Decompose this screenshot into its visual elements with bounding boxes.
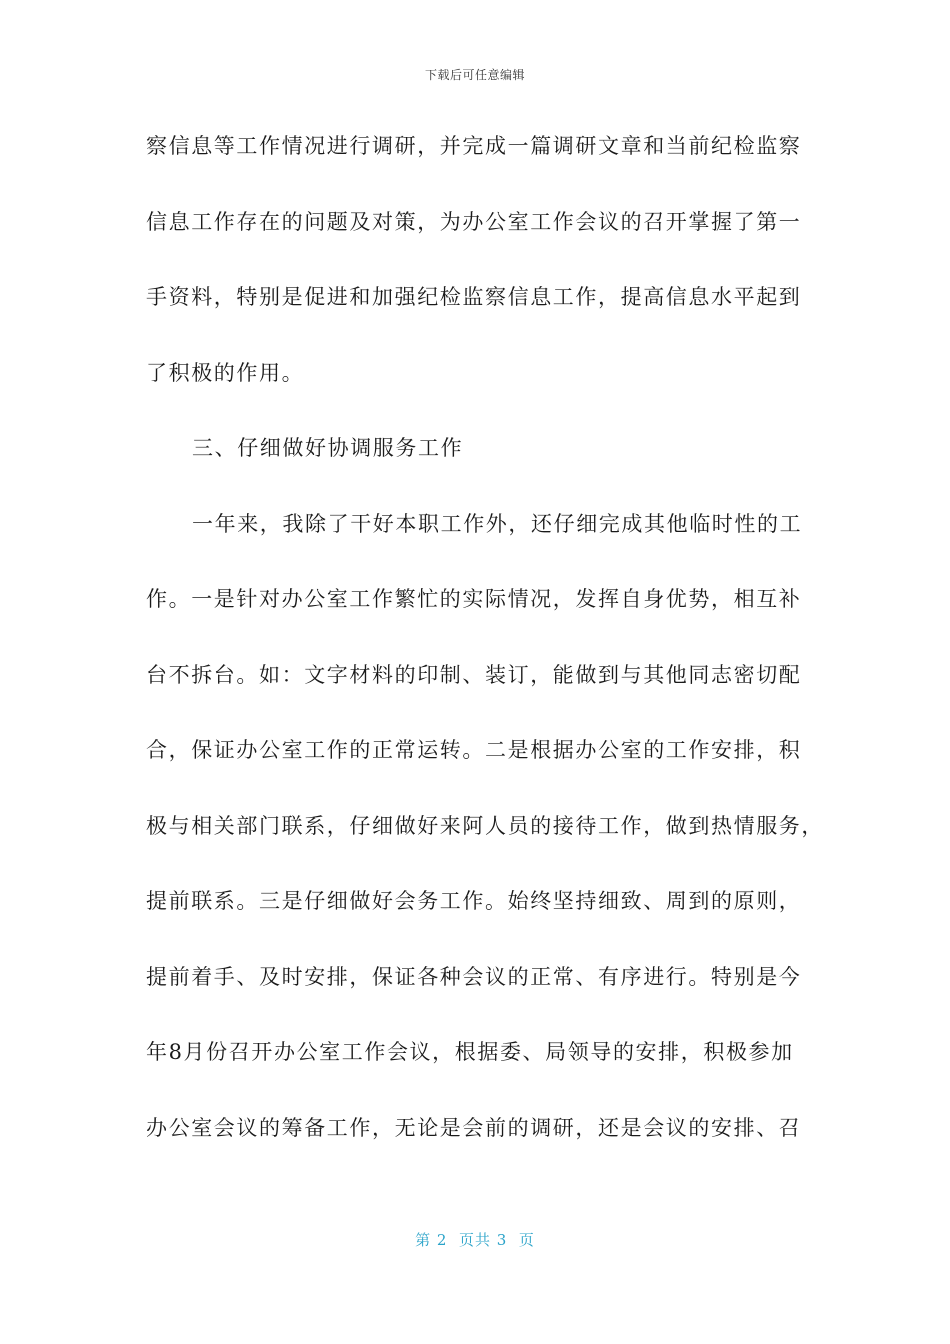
text-line: 提前联系。三是仔细做好会务工作。始终坚持细致、周到的原则， <box>146 889 802 913</box>
text-line: 作。一是针对办公室工作繁忙的实际情况，发挥自身优势，相互补 <box>146 587 802 611</box>
text-line: 台不拆台。如：文字材料的印制、装订，能做到与其他同志密切配 <box>146 662 802 687</box>
document-body <box>146 126 824 1183</box>
text-line: 提前着手、及时安排，保证各种会议的正常、有序进行。特别是今 <box>146 964 802 989</box>
page-number: 第 2 页共 3 页 <box>415 1231 535 1249</box>
section-heading: 三、仔细做好协调服务工作 <box>192 436 464 460</box>
text-line: 办公室会议的筹备工作，无论是会前的调研，还是会议的安排、召 <box>146 1115 802 1140</box>
text-line: 合，保证办公室工作的正常运转。二是根据办公室的工作安排，积 <box>146 738 802 762</box>
text-line: 极与相关部门联系，仔细做好来阿人员的接待工作，做到热情服务， <box>146 813 824 838</box>
text-line: 了积极的作用。 <box>146 360 305 385</box>
page-header: 下载后可任意编辑 <box>424 68 525 82</box>
text-line: 年8月份召开办公室工作会议，根据委、局领导的安排，积极参加 <box>146 1040 794 1064</box>
text-line: 一年来，我除了干好本职工作外，还仔细完成其他临时性的工 <box>192 511 803 536</box>
text-line: 信息工作存在的问题及对策，为办公室工作会议的召开掌握了第一 <box>146 209 802 234</box>
text-line: 手资料，特别是促进和加强纪检监察信息工作，提高信息水平起到 <box>146 285 802 309</box>
text-line: 察信息等工作情况进行调研，并完成一篇调研文章和当前纪检监察 <box>146 134 802 158</box>
